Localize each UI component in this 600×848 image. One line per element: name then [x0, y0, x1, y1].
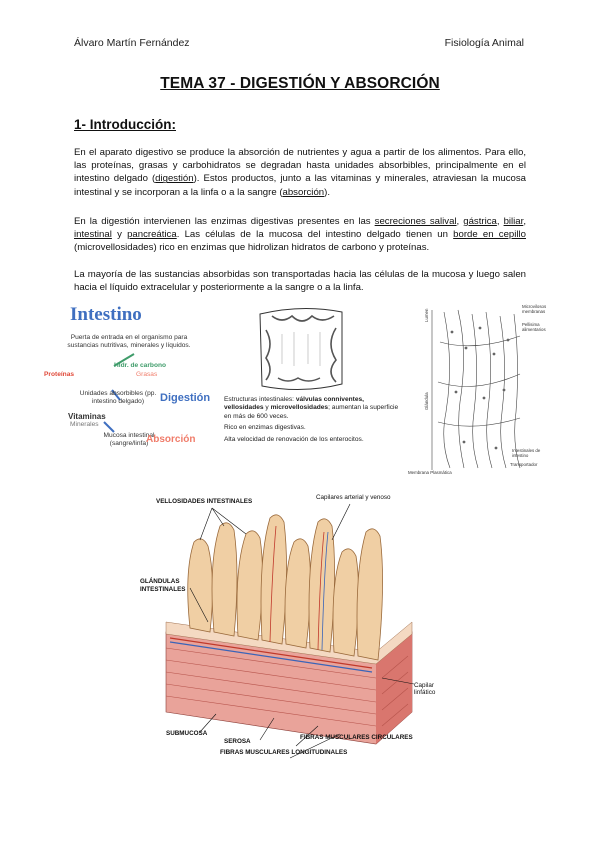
villi-illustration: [150, 482, 450, 772]
figure-villi: [140, 482, 450, 772]
figure-villi-sketch: [404, 302, 554, 478]
label-proteinas: Proteínas: [44, 371, 75, 378]
label-capilares: Capilares arterial y venoso: [316, 494, 391, 501]
paragraph-1: En el aparato digestivo se produce la absorción de nutrientes y agua a partir de los alimentos. Para ello, las proteínas, grasas y carbohidratos se degradan hasta unidades absorbibles, principalmente en el intestino delgado (digestión). Estos productos, junto a las vitaminas y minerales, atraviesan la mucosa intestinal y se incorporan a la linfa o a la sangre (absorción).: [74, 147, 526, 198]
header-author: Álvaro Martín Fernández: [74, 37, 190, 49]
term-intestinal: intestinal: [74, 229, 112, 241]
label-vellosidades: VELLOSIDADES INTESTINALES: [156, 498, 253, 505]
header-subject: Fisiología Animal: [444, 37, 524, 49]
tag-lumen: Lumen: [424, 308, 429, 322]
tag-bottom-2: Membrana Plasmática: [408, 470, 452, 475]
label-glandulas: GLÁNDULAS INTESTINALES: [140, 578, 186, 593]
term-absorcion: absorción: [282, 186, 325, 198]
estructuras-caption: Estructuras intestinales: válvulas conniventes, vellosidades y microvellosidades; aumentan la superficie en más de 600 veces. Rico en enzimas digestivas. Alta velocidad de renovación de los enterocitos.: [224, 396, 399, 443]
figure-intestino: [44, 304, 224, 454]
page-title: TEMA 37 - DIGESTIÓN Y ABSORCIÓN: [160, 75, 440, 92]
term-digestion: digestión: [155, 173, 194, 185]
figure-intestino-description: Puerta de entrada en el organismo para sustancias nutritivas, minerales y líquidos.: [67, 334, 191, 349]
paragraph-3: La mayoría de las sustancias absorbidas son transportadas hacia las células de la mucosa y luego salen hacia el líquido extracelular y posteriormente a la sangre o a la linfa.: [74, 269, 526, 294]
label-serosa: SEROSA: [224, 738, 251, 745]
label-grasas: Grasas: [136, 371, 158, 378]
figure-intestino-title: Intestino: [70, 304, 142, 325]
label-unidades: Unidades absorbibles (pp. intestino delgado): [79, 390, 157, 405]
label-hidratos: Hidr. de carbono: [114, 362, 167, 369]
term-pancreatica: pancreática: [127, 229, 177, 241]
term-gastrica: gástrica: [463, 216, 497, 227]
term-biliar: biliar: [503, 216, 524, 227]
tag-glandula: Glándula: [424, 392, 429, 410]
label-mucosa: Mucosa intestinal (sangre/linfa): [103, 432, 155, 447]
label-minerales: Minerales: [70, 421, 99, 428]
paragraph-2: En la digestión intervienen las enzimas digestivas presentes en las secreciones salival, gástrica, biliar, intestinal y pancreática. Las células de la mucosa del intestino delgado tienen un borde en cepillo (microvellosidades) rico en enzimas que hidrolizan hidratos de carbono y proteínas.: [74, 216, 526, 254]
label-absorcion: Absorción: [146, 434, 196, 445]
tag-bottom-0: Intestinales de intestino: [512, 448, 541, 458]
intestinal-wall-sketch: [222, 304, 402, 394]
section-heading: 1- Introducción:: [74, 117, 176, 132]
label-submucosa: SUBMUCOSA: [166, 730, 208, 737]
term-borde-cepillo: borde en cepillo: [453, 229, 526, 241]
figure-estructuras: [222, 304, 402, 454]
term-salival: secreciones salival: [374, 216, 457, 227]
label-capilar-linfatico: Capilar linfático: [414, 682, 436, 696]
label-longitudinales: FIBRAS MUSCULARES LONGITUDINALES: [220, 749, 348, 756]
tag-top-1: Pellisima alimentarios: [522, 322, 546, 332]
label-circulares: FIBRAS MUSCULARES CIRCULARES: [300, 734, 413, 741]
tag-top-0: Microvilosos membranas: [522, 304, 547, 314]
label-digestion: Digestión: [160, 392, 211, 404]
tag-bottom-1: Transportador: [510, 462, 538, 467]
label-vitaminas: Vitaminas: [68, 412, 106, 421]
